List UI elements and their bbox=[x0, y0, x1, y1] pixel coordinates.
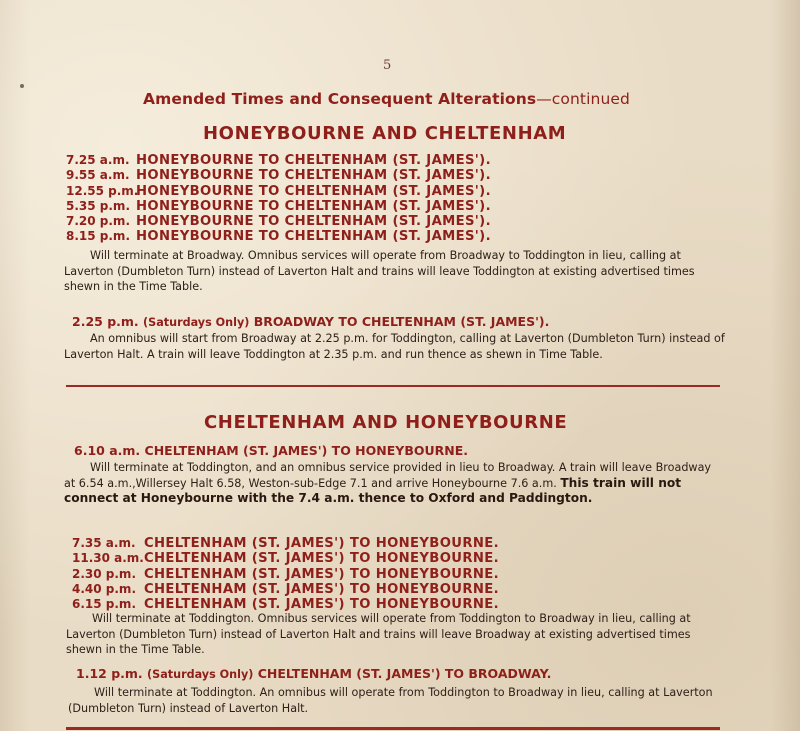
service-route: CHELTENHAM (ST. JAMES') TO HONEYBOURNE. bbox=[144, 443, 469, 458]
special-qualifier: (Saturdays Only) bbox=[143, 316, 250, 329]
special-qualifier: (Saturdays Only) bbox=[147, 668, 254, 681]
service-route: HONEYBOURNE TO CHELTENHAM (ST. JAMES'). bbox=[136, 183, 491, 199]
note-text: Will terminate at Toddington. An omnibus will operate from Toddington to Broadway in lieu, calling at Laverton (Dumbleton Turn) instead of Laverton Halt. bbox=[68, 686, 713, 715]
section1-note bbox=[64, 248, 725, 295]
special-route: BROADWAY TO CHELTENHAM (ST. JAMES'). bbox=[253, 314, 550, 329]
service-route: CHELTENHAM (ST. JAMES') TO HONEYBOURNE. bbox=[144, 581, 499, 597]
service-route: CHELTENHAM (ST. JAMES') TO HONEYBOURNE. bbox=[144, 536, 499, 551]
service-route: CHELTENHAM (ST. JAMES') TO HONEYBOURNE. bbox=[144, 551, 499, 567]
service-route: HONEYBOURNE TO CHELTENHAM (ST. JAMES'). bbox=[136, 229, 491, 245]
special-route: CHELTENHAM (ST. JAMES') TO BROADWAY. bbox=[257, 666, 552, 681]
service-row bbox=[66, 199, 491, 214]
special-time: 1.12 p.m. bbox=[76, 666, 143, 681]
service-route: CHELTENHAM (ST. JAMES') TO HONEYBOURNE. bbox=[144, 566, 499, 582]
title-continued: —continued bbox=[536, 90, 630, 108]
service-time: 7.20 p.m. bbox=[66, 214, 130, 229]
service-row bbox=[66, 153, 491, 168]
title-main: Amended Times and Consequent Alterations bbox=[143, 90, 537, 108]
section2-note bbox=[66, 611, 728, 658]
note-text: Will terminate at Broadway. Omnibus services will operate from Broadway to Toddington in lieu, calling at Laverton (Dumbleton Turn) instead of Laverton Halt and trains will leave Toddington at existing advertised times shewn in the Time Table. bbox=[64, 249, 695, 293]
service-time: 11.30 a.m. bbox=[72, 551, 144, 566]
service-time: 6.10 a.m. bbox=[74, 443, 141, 458]
special-service-broadway bbox=[72, 314, 549, 329]
service-list-cheltenham-honeybourne bbox=[72, 536, 499, 612]
service-route: HONEYBOURNE TO CHELTENHAM (ST. JAMES'). bbox=[136, 168, 491, 184]
first-service-6-10 bbox=[74, 443, 468, 458]
special-service-note bbox=[64, 331, 725, 362]
service-row bbox=[72, 567, 499, 582]
service-row bbox=[72, 536, 499, 551]
note-bold-warning: This train will not connect at Honeybourne with the 7.4 a.m. thence to Oxford and Paddington. bbox=[64, 475, 682, 505]
section-divider-bottom bbox=[66, 727, 720, 730]
service-row bbox=[66, 229, 491, 244]
note-body bbox=[64, 460, 725, 507]
service-time: 7.25 a.m. bbox=[66, 153, 130, 167]
section-divider bbox=[66, 385, 720, 387]
note-text: Will terminate at Toddington. Omnibus services will operate from Toddington to Broadway in lieu, calling at Laverton (Dumbleton Turn) instead of Laverton Halt and trains will leave Broadway at existing advertised times shewn in the Time Table. bbox=[66, 612, 691, 656]
service-time: 8.15 p.m. bbox=[66, 229, 130, 244]
note-text: Will terminate at Toddington, and an omnibus service provided in lieu to Broadway. A train will leave Broadway at 6.54 a.m.,Willersey Halt 6.58, Weston-sub-Edge 7.1 and arrive Honeybourne 7.6 a.m. bbox=[64, 461, 712, 490]
page-number: 5 bbox=[383, 58, 392, 73]
service-time: 9.55 a.m. bbox=[66, 168, 130, 183]
service-row bbox=[72, 582, 499, 597]
service-row bbox=[72, 551, 499, 566]
service-route: HONEYBOURNE TO CHELTENHAM (ST. JAMES'). bbox=[136, 198, 491, 214]
section-heading-cheltenham-honeybourne: CHELTENHAM AND HONEYBOURNE bbox=[204, 412, 568, 433]
service-time: 2.30 p.m. bbox=[72, 566, 136, 581]
service-route: HONEYBOURNE TO CHELTENHAM (ST. JAMES'). bbox=[136, 214, 491, 230]
first-service-note bbox=[64, 460, 725, 507]
special-time: 2.25 p.m. bbox=[72, 314, 139, 329]
service-time: 5.35 p.m. bbox=[66, 198, 130, 213]
service-route: CHELTENHAM (ST. JAMES') TO HONEYBOURNE. bbox=[144, 597, 499, 613]
service-time: 6.15 p.m. bbox=[72, 597, 136, 612]
paper-blemish bbox=[20, 84, 24, 88]
note-text: An omnibus will start from Broadway at 2.25 p.m. for Toddington, calling at Laverton (Dumbleton Turn) instead of Laverton Halt. A train will leave Toddington at 2.35 p.m. and run thence as shewn in Time Table. bbox=[64, 332, 725, 361]
service-list-honeybourne-cheltenham bbox=[66, 153, 491, 245]
service-time: 4.40 p.m. bbox=[72, 581, 136, 596]
special-service-cheltenham-broadway bbox=[76, 666, 551, 681]
service-time: 12.55 p.m. bbox=[66, 183, 139, 198]
service-row bbox=[66, 168, 491, 183]
special-service-note-2 bbox=[68, 685, 730, 716]
section-heading-honeybourne-cheltenham: HONEYBOURNE AND CHELTENHAM bbox=[203, 123, 567, 144]
service-route: HONEYBOURNE TO CHELTENHAM (ST. JAMES'). bbox=[136, 153, 491, 168]
service-row bbox=[66, 184, 491, 199]
service-time: 7.35 a.m. bbox=[72, 536, 136, 550]
page-title bbox=[143, 90, 630, 108]
service-row bbox=[66, 214, 491, 229]
